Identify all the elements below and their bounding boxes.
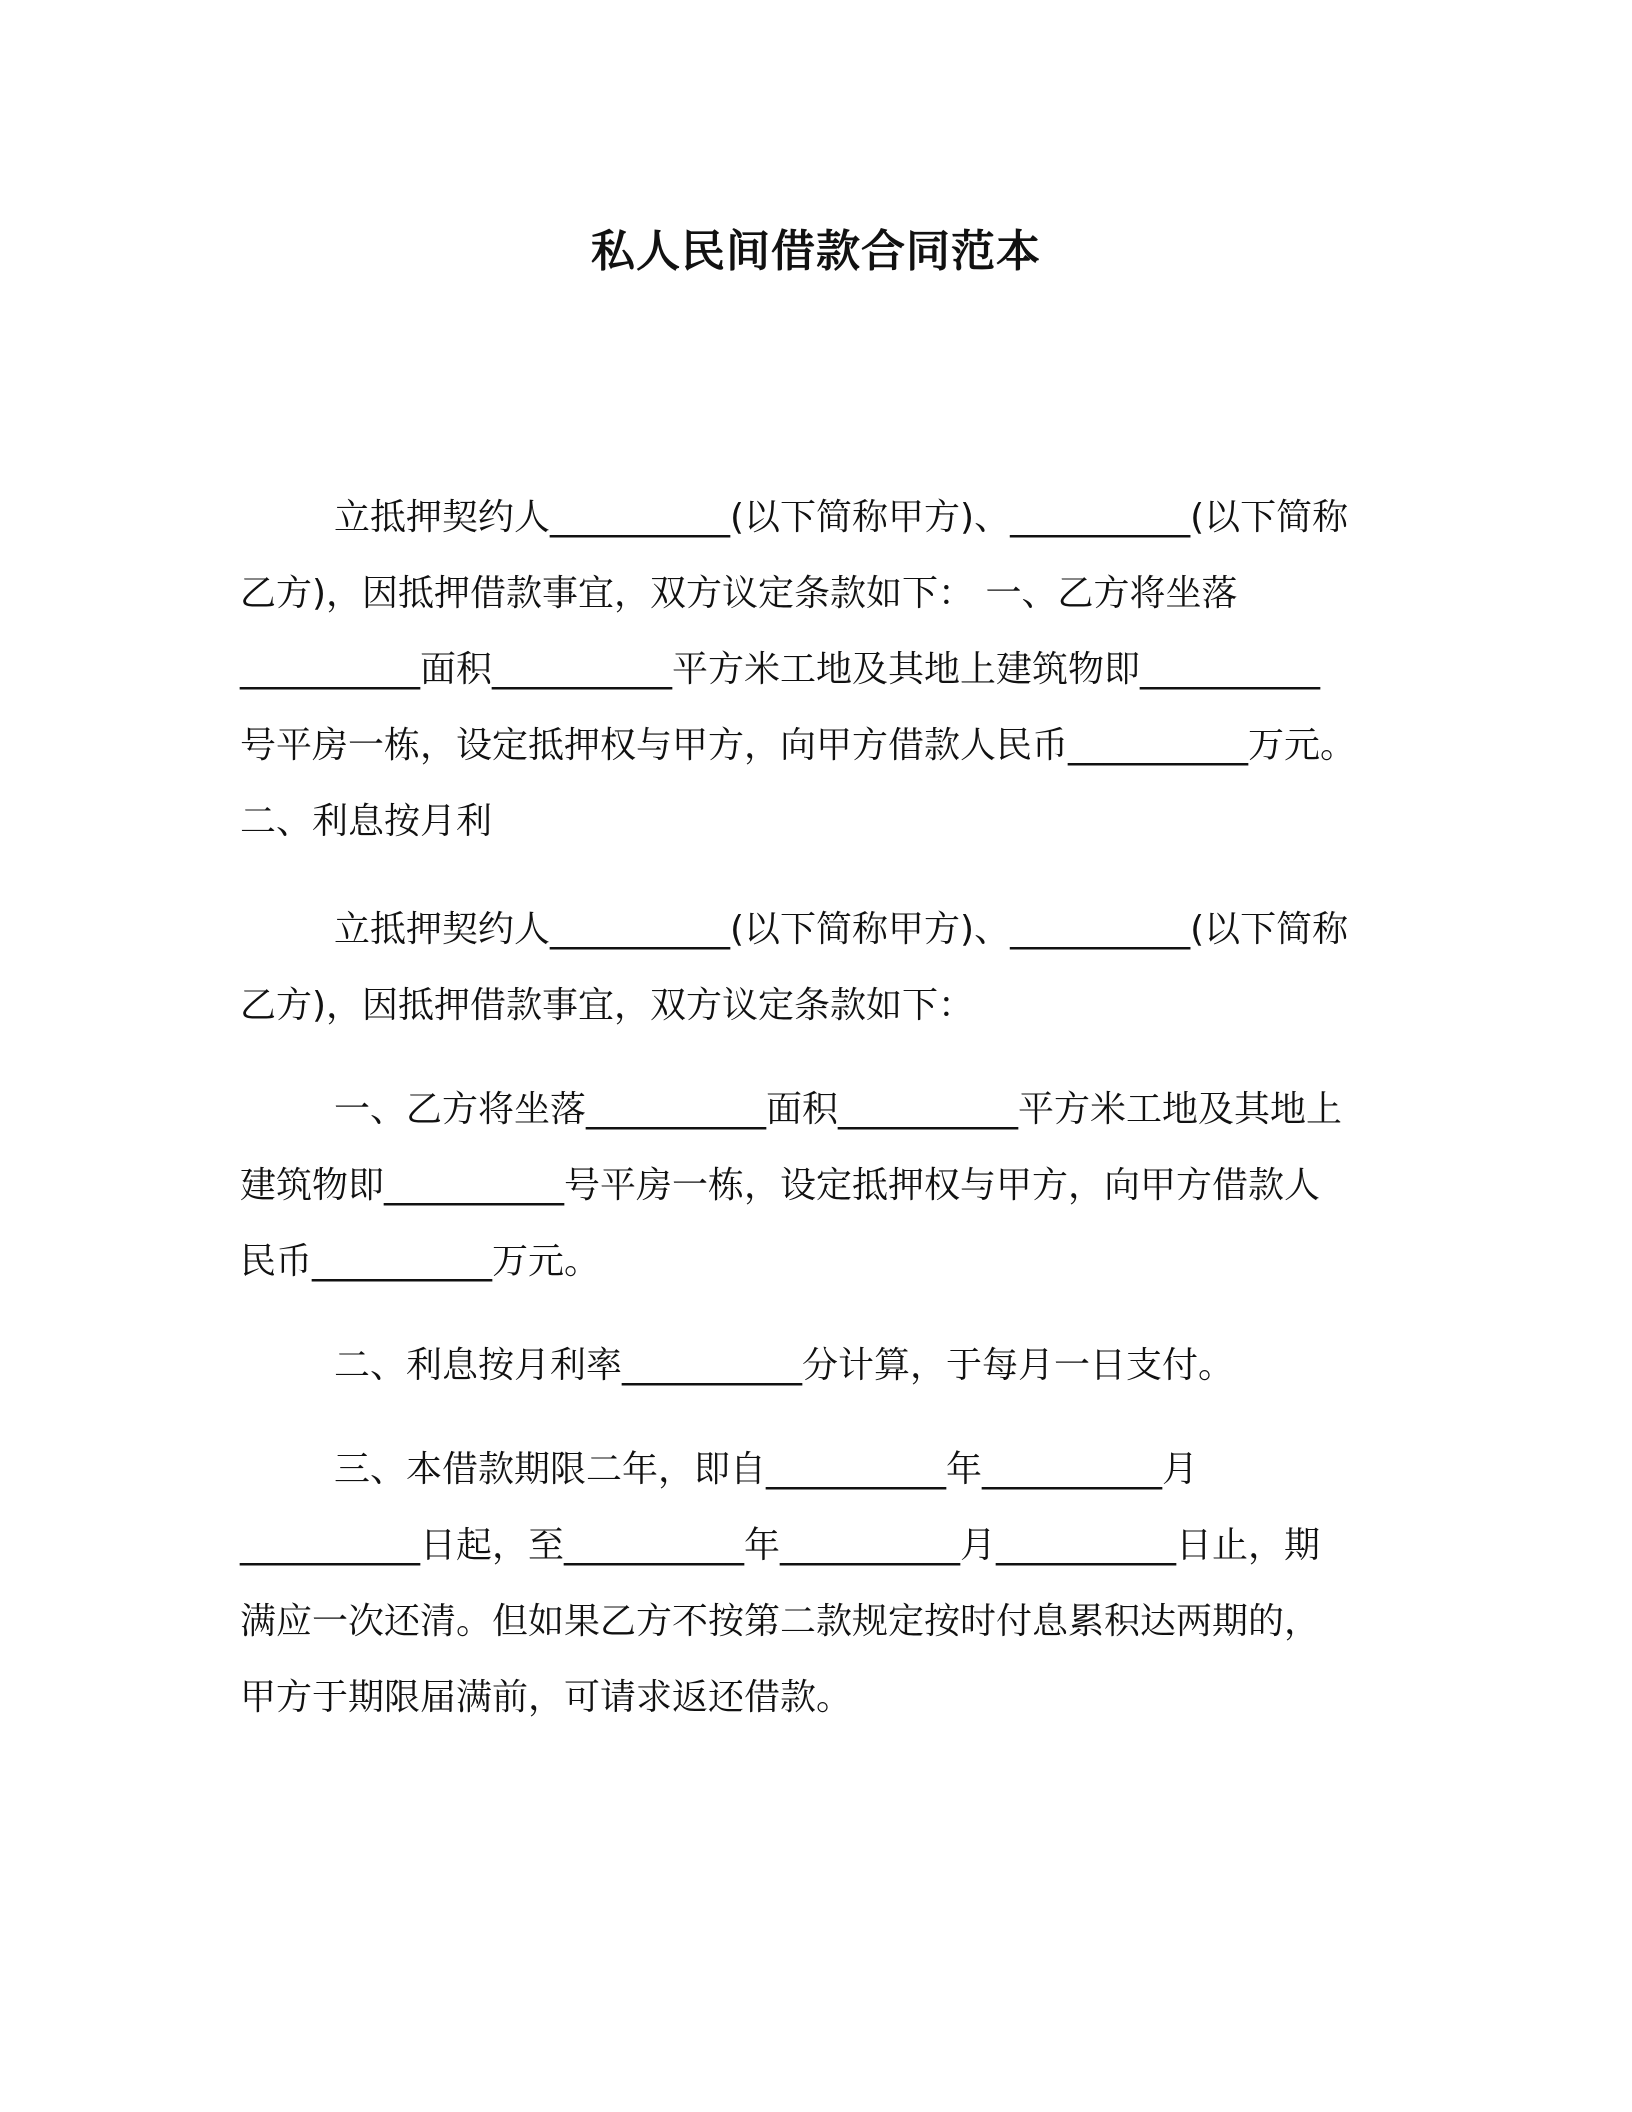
clause-3-line-1: 三、本借款期限二年，即自__________年__________月 <box>334 1449 1199 1490</box>
paragraph-1-line-4: 号平房一栋，设定抵押权与甲方，向甲方借款人民币__________万元。 <box>240 725 1357 766</box>
clause-3-line-2: __________日起，至__________年__________月__________日止，期 <box>240 1525 1321 1566</box>
paragraph-2-line-1: 立抵押契约人__________(以下简称甲方)、__________(以下简称 <box>334 909 1349 950</box>
clause-1-line-2: 建筑物即__________号平房一栋，设定抵押权与甲方，向甲方借款人 <box>240 1165 1321 1206</box>
clause-2-line-1: 二、利息按月利率__________分计算，于每月一日支付。 <box>334 1345 1235 1386</box>
paragraph-1-line-5: 二、利息按月利 <box>240 801 493 842</box>
document-title: 私人民间借款合同范本 <box>591 226 1041 277</box>
paragraph-1-line-1: 立抵押契约人__________(以下简称甲方)、__________(以下简称 <box>334 497 1349 538</box>
clause-1-line-3: 民币__________万元。 <box>240 1241 601 1282</box>
clause-3-line-3: 满应一次还清。但如果乙方不按第二款规定按时付息累积达两期的， <box>240 1601 1321 1642</box>
paragraph-1-line-2: 乙方)，因抵押借款事宜，双方议定条款如下： 一、乙方将坐落 <box>240 573 1238 614</box>
paragraph-2-line-2: 乙方)，因抵押借款事宜，双方议定条款如下： <box>240 985 975 1026</box>
clause-1-line-1: 一、乙方将坐落__________面积__________平方米工地及其地上 <box>334 1089 1343 1130</box>
clause-3-line-4: 甲方于期限届满前，可请求返还借款。 <box>240 1677 853 1718</box>
paragraph-1-line-3: __________面积__________平方米工地及其地上建筑物即__________ <box>240 649 1321 690</box>
